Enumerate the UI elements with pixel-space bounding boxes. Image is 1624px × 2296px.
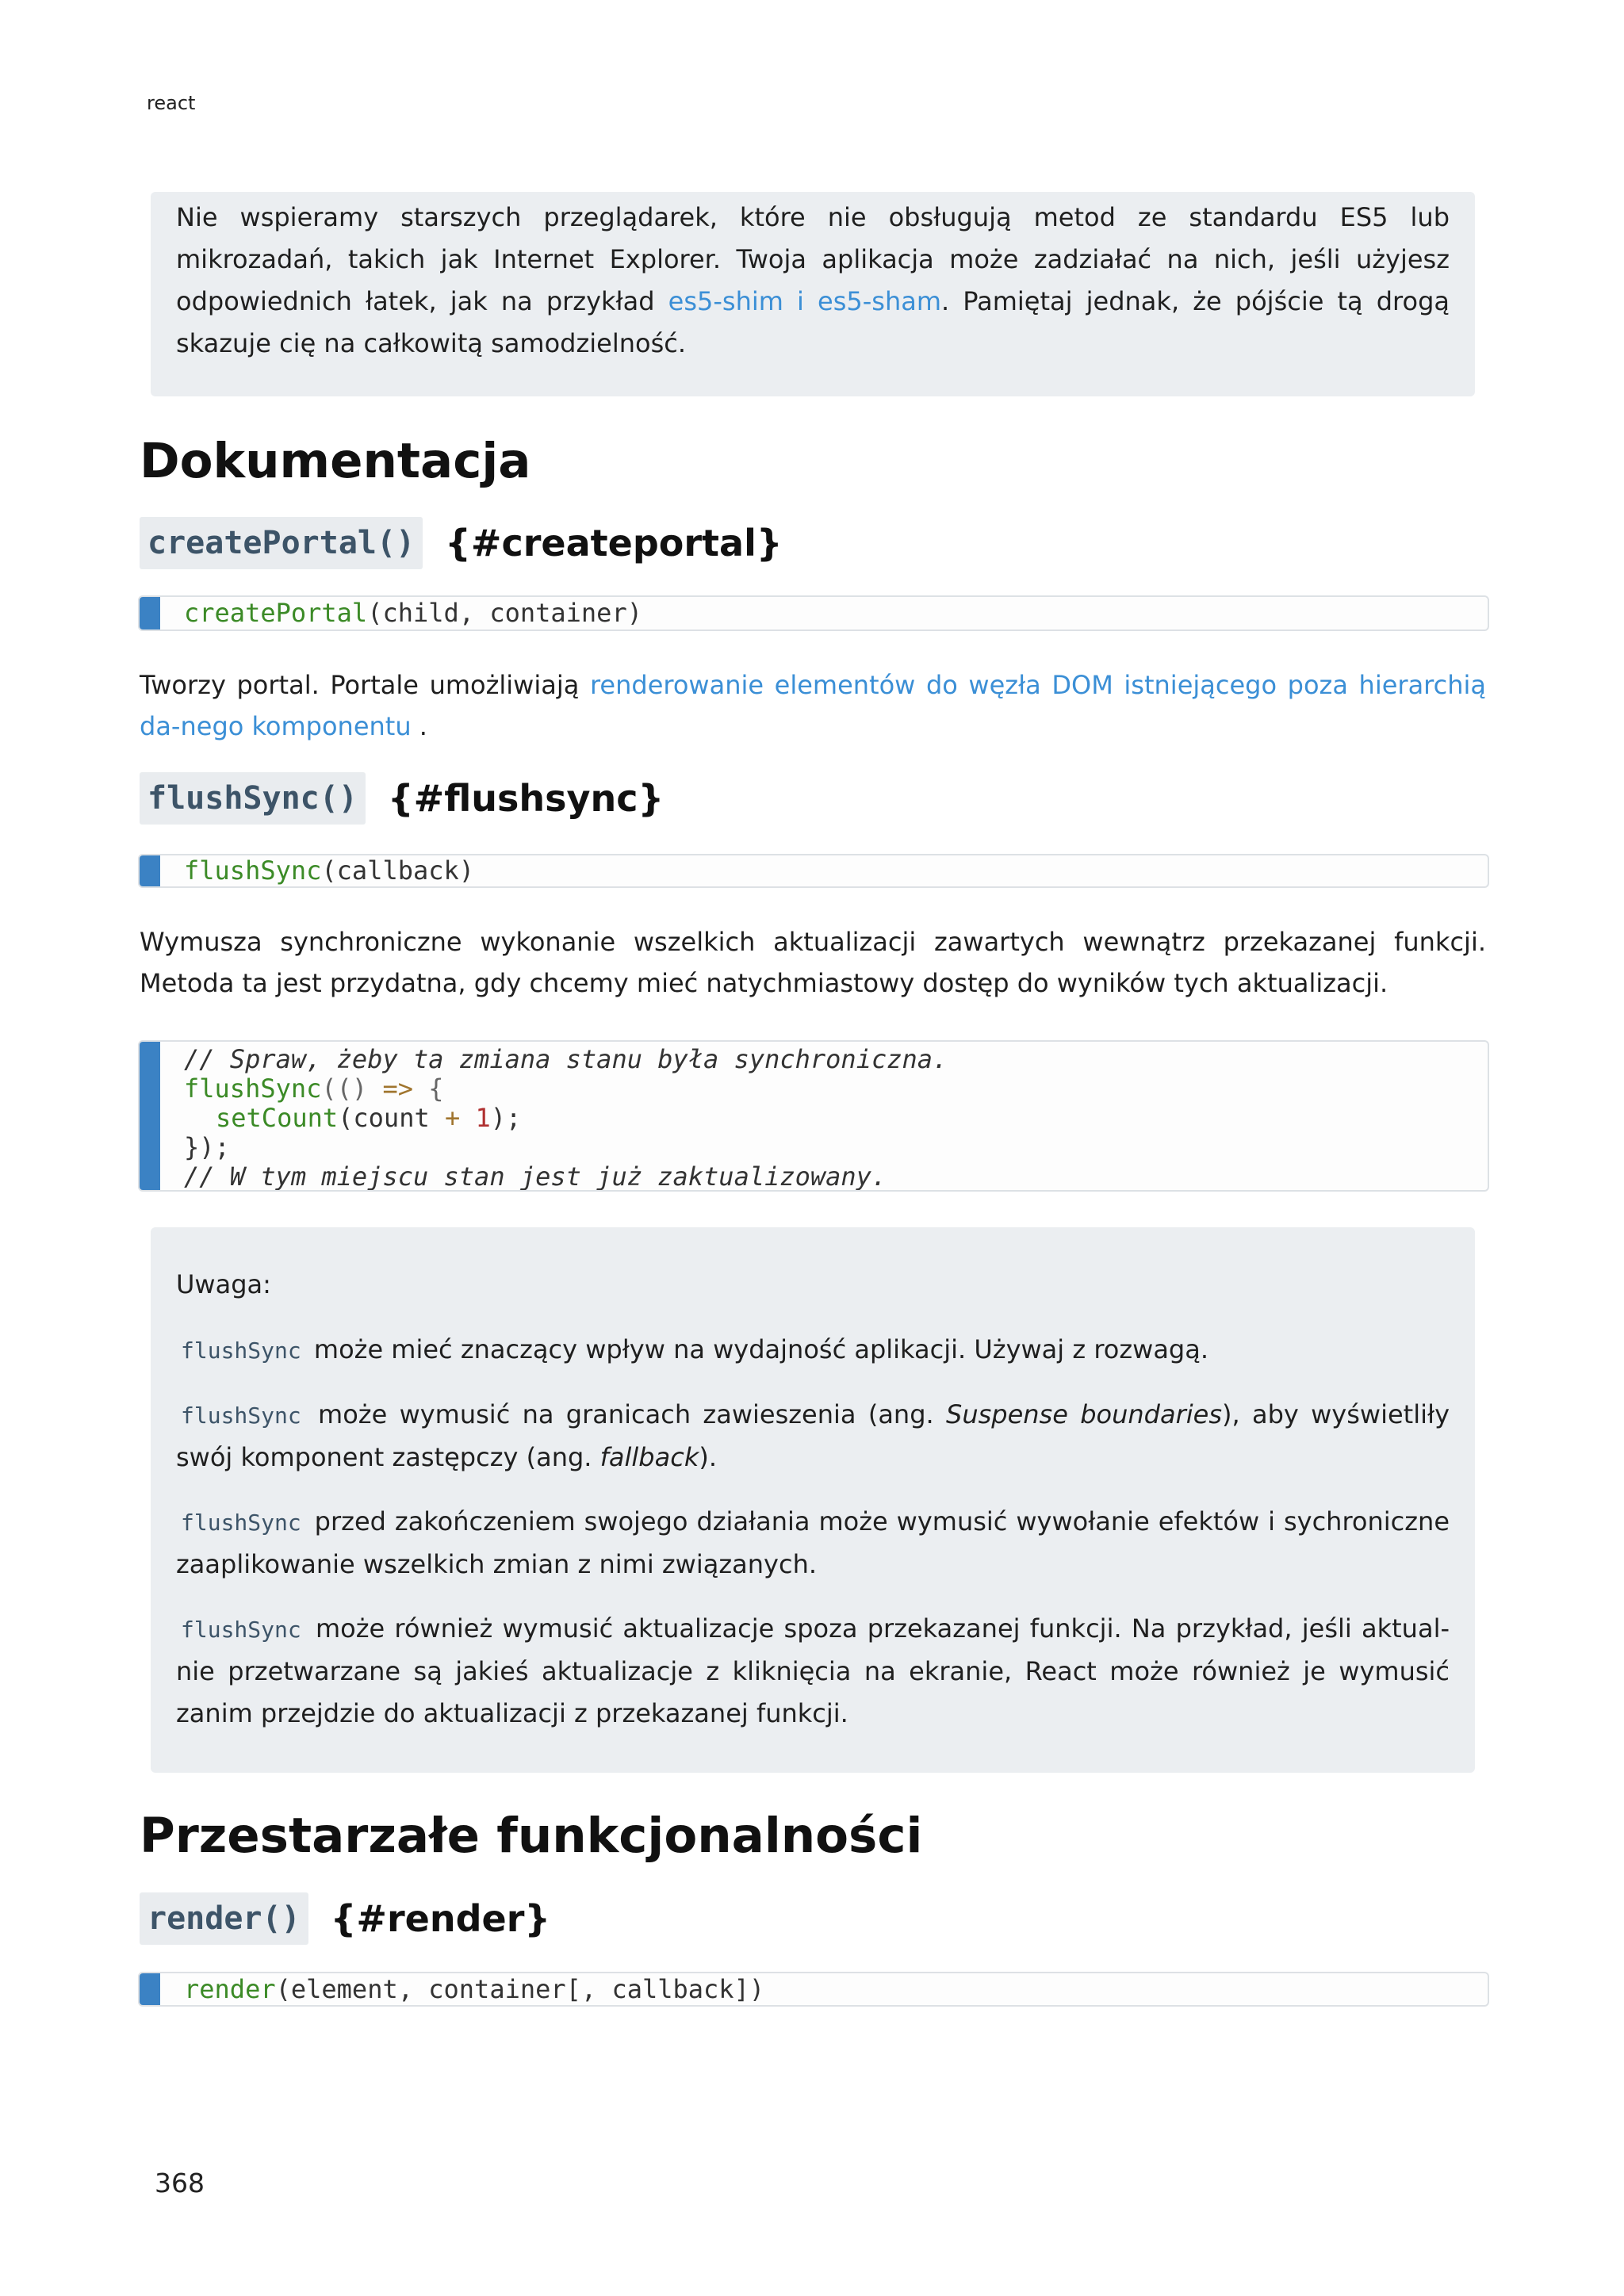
portals-link[interactable]: renderowanie elementów do węzła DOM istniejącego poza hierarchią da-nego komponentu — [140, 670, 1487, 741]
flushsync-warning-note — [151, 1227, 1475, 1773]
inline-code: flushSync — [181, 1337, 301, 1364]
warning-title: Uwaga: — [176, 1269, 271, 1299]
heading-render — [140, 1892, 550, 1945]
createportal-signature — [138, 595, 1489, 631]
code-line: // W tym miejscu stan jest już zaktualizowany. — [184, 1161, 887, 1192]
code-line: render(element, container[, callback]) — [184, 1974, 765, 2004]
warning-item-2: flushSync może wymusić na granicach zawieszenia (ang. Suspense boundaries), aby wyświetliły swój komponent zastępczy (ang. fallback). — [176, 1399, 1450, 1472]
createportal-description: Tworzy portal. Portale umożliwiają renderowanie elementów do węzła DOM istniejącego poza hierarchią da-nego komponentu . — [140, 670, 1487, 741]
code-accent-bar — [140, 597, 160, 629]
heading-createportal — [140, 517, 783, 569]
section-title-legacy: Przestarzałe funkcjonalności — [140, 1808, 923, 1864]
code-accent-bar — [140, 1973, 160, 2005]
warning-item-4: flushSync może również wymusić aktualizacje spoza przekazanej funkcji. Na przykład, jeśli aktual-nie przetwarzane są jakieś aktualizacje z kliknięcia na ekranie, React może również je wymusić zanim przejdzie do aktualizacji z przekazanej funkcji. — [176, 1613, 1450, 1728]
code-accent-bar — [140, 1042, 160, 1190]
render-signature — [138, 1972, 1489, 2007]
createportal-anchor: {#createportal} — [445, 522, 783, 564]
warning-item-1: flushSync może mieć znaczący wpływ na wydajność aplikacji. Używaj z rozwagą. — [181, 1334, 1209, 1364]
render-anchor: {#render} — [330, 1897, 551, 1940]
code-line: flushSync(() => { — [184, 1073, 444, 1104]
inline-code: flushSync — [181, 1510, 301, 1536]
code-line: flushSync(callback) — [184, 855, 475, 886]
browser-support-note — [151, 192, 1475, 396]
render-code: render() — [140, 1892, 308, 1945]
code-line: }); — [184, 1132, 230, 1162]
flushsync-signature — [138, 854, 1489, 888]
page-number: 368 — [155, 2168, 205, 2198]
es5-shim-link[interactable]: es5-shim i es5-sham — [668, 286, 942, 316]
flushsync-code: flushSync() — [140, 772, 366, 825]
inline-code: flushSync — [181, 1617, 301, 1643]
flushsync-example — [138, 1040, 1489, 1192]
inline-code: flushSync — [181, 1402, 301, 1429]
warning-item-3: flushSync przed zakończeniem swojego działania może wymusić wywołanie efektów i sychroniczne zaaplikowanie wszelkich zmian z nimi związanych. — [176, 1506, 1450, 1579]
createportal-code: createPortal() — [140, 517, 423, 569]
flushsync-anchor: {#flushsync} — [387, 777, 665, 820]
page-header: react — [147, 92, 196, 114]
section-title-docs: Dokumentacja — [140, 433, 531, 489]
code-line: // Spraw, żeby ta zmiana stanu była synchroniczna. — [184, 1044, 948, 1074]
browser-support-text: Nie wspieramy starszych przeglądarek, które nie obsługują metod ze standardu ES5 lub mikrozadań, takich jak Internet Explorer. Twoja aplikacja może zadziałać na nich, jeśli użyjesz odpowiednich łatek, jak na przykład es5-shim i es5-sham. Pamiętaj jednak, że pójście tą drogą skazuje cię na całkowitą samodzielność. — [176, 202, 1450, 358]
heading-flushsync — [140, 772, 664, 825]
code-accent-bar — [140, 855, 160, 886]
code-line: createPortal(child, container) — [184, 598, 642, 628]
flushsync-description: Wymusza synchroniczne wykonanie wszelkich aktualizacji zawartych wewnątrz przekazanej funkcji. Metoda ta jest przydatna, gdy chcemy mieć natychmiastowy dostęp do wyników tych aktualizacji. — [140, 927, 1486, 998]
code-line: setCount(count + 1); — [216, 1103, 522, 1133]
